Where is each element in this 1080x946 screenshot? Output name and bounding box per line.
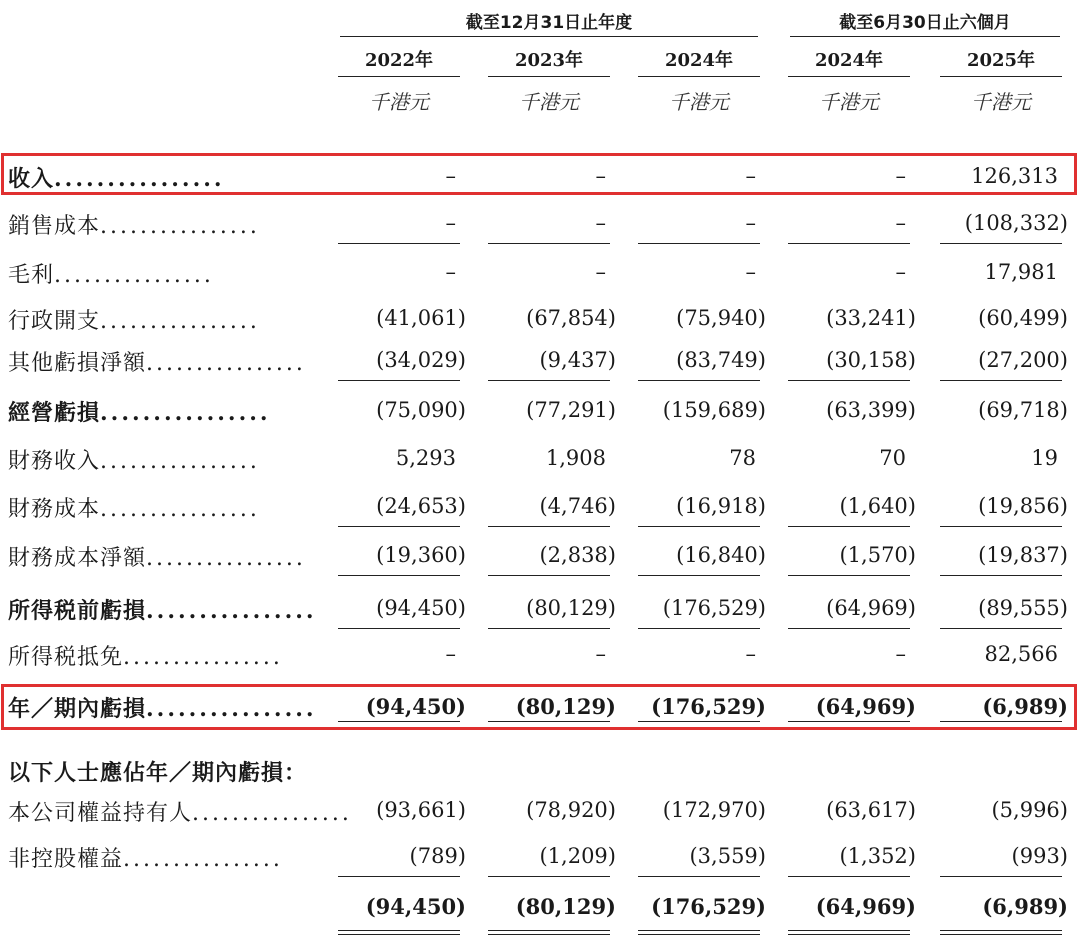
cell-value: – [595, 164, 606, 188]
column-year-rule [788, 76, 910, 77]
table-row [0, 636, 1080, 676]
cell-value: – [595, 211, 606, 235]
table-row [0, 838, 1080, 878]
cell-value: (1,209) [539, 844, 616, 868]
column-unit: 千港元 [519, 90, 579, 114]
table-row [0, 392, 1080, 432]
subtotal-rule [488, 243, 610, 244]
leader-dots: ................ [146, 351, 306, 376]
cell-value: – [445, 164, 456, 188]
total-top-rule [940, 876, 1062, 877]
cell-value: – [745, 211, 756, 235]
column-year: 2022年 [364, 50, 434, 71]
row-label-text: 財務收入 [8, 449, 101, 474]
table-row [0, 254, 1080, 294]
leader-dots: ................ [146, 598, 317, 624]
cell-value: (1,352) [839, 844, 916, 868]
cell-value: (108,332) [964, 211, 1068, 235]
cell-value: (94,450) [365, 894, 466, 919]
cell-value: 19 [1031, 446, 1058, 470]
column-year-rule [488, 76, 610, 77]
table-row [0, 342, 1080, 382]
cell-value: – [745, 164, 756, 188]
leader-dots: ................ [100, 449, 260, 474]
total-double-rule [940, 930, 1062, 935]
column-unit: 千港元 [819, 90, 879, 114]
column-year: 2024年 [664, 50, 734, 71]
cell-value: (1,640) [839, 494, 916, 518]
subtotal-rule [638, 526, 760, 527]
row-label-text: 年／期內虧損 [8, 697, 147, 722]
subtotal-rule [788, 380, 910, 381]
cell-value: (2,838) [539, 543, 616, 567]
subtotal-rule [788, 628, 910, 629]
total-double-rule [638, 930, 760, 935]
highlight-loss-row [1, 684, 1077, 730]
row-label [8, 756, 308, 787]
column-year: 2024年 [814, 50, 884, 71]
total-double-rule [488, 930, 610, 935]
leader-dots: ................ [54, 166, 225, 192]
row-label-text: 銷售成本 [8, 214, 101, 239]
header-annual-rule [340, 36, 758, 37]
cell-value: (77,291) [526, 398, 616, 422]
column-year: 2023年 [514, 50, 584, 71]
subtotal-rule [940, 628, 1062, 629]
column-year: 2025年 [966, 50, 1036, 71]
row-label-text: 所得税前虧損 [8, 599, 147, 624]
subtotal-rule [338, 575, 460, 576]
subtotal-rule [338, 628, 460, 629]
cell-value: (64,969) [826, 596, 916, 620]
cell-value: (27,200) [978, 348, 1068, 372]
cell-value: (64,969) [815, 694, 916, 719]
subtotal-rule [788, 243, 910, 244]
subtotal-rule [940, 243, 1062, 244]
row-label-text: 本公司權益持有人 [8, 801, 193, 826]
cell-value: (4,746) [539, 494, 616, 518]
row-label-text: 財務成本淨額 [8, 546, 147, 571]
row-label-text: 毛利 [8, 263, 55, 288]
column-year-rule [638, 76, 760, 77]
row-label [8, 444, 308, 475]
total-top-rule [788, 876, 910, 877]
column-year-rule [338, 76, 460, 77]
cell-value: (16,918) [676, 494, 766, 518]
subtotal-rule [788, 526, 910, 527]
cell-value: (78,920) [526, 798, 616, 822]
cell-value: 78 [729, 446, 756, 470]
cell-value: (176,529) [651, 694, 766, 719]
cell-value: (176,529) [662, 596, 766, 620]
row-label [8, 640, 308, 671]
cell-value: (41,061) [376, 306, 466, 330]
cell-value: (19,360) [376, 543, 466, 567]
row-label [8, 594, 317, 625]
row-label [8, 396, 308, 427]
subtotal-rule [940, 575, 1062, 576]
cell-value: (89,555) [978, 596, 1068, 620]
row-label-text: 收入 [8, 167, 55, 192]
row-label-text: 以下人士應佔年／期內虧損： [8, 761, 308, 786]
row-label-text: 財務成本 [8, 497, 101, 522]
row-label [8, 346, 308, 377]
total-double-rule [788, 930, 910, 935]
cell-value: (80,129) [526, 596, 616, 620]
subtotal-rule [488, 628, 610, 629]
row-label [8, 541, 308, 572]
table-row [0, 205, 1080, 245]
cell-value: (63,399) [826, 398, 916, 422]
cell-value: (176,529) [651, 894, 766, 919]
subtotal-rule [638, 380, 760, 381]
cell-value: (30,158) [826, 348, 916, 372]
table-row [0, 888, 1080, 928]
cell-value: (94,450) [365, 694, 466, 719]
subtotal-rule [338, 526, 460, 527]
row-label-text: 非控股權益 [8, 847, 124, 872]
row-label-text: 其他虧損淨額 [8, 351, 147, 376]
row-label [8, 796, 352, 827]
subtotal-rule [788, 575, 910, 576]
cell-value: (34,029) [376, 348, 466, 372]
cell-value: – [745, 642, 756, 666]
cell-value: – [445, 260, 456, 284]
subtotal-rule [940, 380, 1062, 381]
cell-value: (69,718) [978, 398, 1068, 422]
header-half-rule [790, 36, 1060, 37]
cell-value: 126,313 [971, 164, 1058, 188]
total-top-rule [338, 876, 460, 877]
cell-value: (63,617) [826, 798, 916, 822]
subtotal-rule [488, 380, 610, 381]
total-top-rule [488, 876, 610, 877]
column-unit: 千港元 [669, 90, 729, 114]
subtotal-rule [338, 380, 460, 381]
cell-value: (33,241) [826, 306, 916, 330]
cell-value: 5,293 [395, 446, 456, 470]
column-unit: 千港元 [369, 90, 429, 114]
cell-value: (9,437) [539, 348, 616, 372]
column-year-rule [940, 76, 1062, 77]
row-label [8, 209, 308, 240]
leader-dots: ................ [123, 645, 283, 670]
cell-value: (159,689) [662, 398, 766, 422]
highlight-revenue-row [1, 153, 1077, 195]
cell-value: (19,837) [978, 543, 1068, 567]
column-unit: 千港元 [971, 90, 1031, 114]
row-label [8, 304, 308, 335]
cell-value: (80,129) [515, 894, 616, 919]
leader-dots: ................ [54, 263, 214, 288]
cell-value: (5,996) [991, 798, 1068, 822]
table-row [0, 792, 1080, 832]
cell-value: (1,570) [839, 543, 916, 567]
subtotal-rule [488, 575, 610, 576]
leader-dots: ................ [146, 546, 306, 571]
leader-dots: ................ [100, 309, 260, 334]
table-row [0, 300, 1080, 340]
table-row [0, 537, 1080, 577]
subtotal-rule [638, 575, 760, 576]
subtotal-rule [940, 526, 1062, 527]
cell-value: – [895, 260, 906, 284]
total-top-rule [638, 876, 760, 877]
table-row [0, 440, 1080, 480]
cell-value: (94,450) [376, 596, 466, 620]
leader-dots: ................ [100, 400, 271, 426]
leader-dots: ................ [100, 497, 260, 522]
cell-value: (16,840) [676, 543, 766, 567]
cell-value: 70 [879, 446, 906, 470]
cell-value: 17,981 [984, 260, 1058, 284]
leader-dots: ................ [123, 847, 283, 872]
total-double-rule [338, 930, 460, 935]
row-label-text: 所得税抵免 [8, 645, 124, 670]
header-half-group: 截至6月30日止六個月 [839, 13, 1011, 33]
row-label-text: 經營虧損 [8, 401, 101, 426]
cell-value: (993) [1011, 844, 1068, 868]
subtotal-rule [638, 243, 760, 244]
cell-value: (6,989) [982, 694, 1068, 719]
cell-value: (67,854) [526, 306, 616, 330]
cell-value: (6,989) [982, 894, 1068, 919]
cell-value: – [895, 211, 906, 235]
cell-value: – [745, 260, 756, 284]
cell-value: – [445, 642, 456, 666]
leader-dots: ................ [146, 696, 317, 722]
cell-value: (75,940) [676, 306, 766, 330]
row-label-text: 行政開支 [8, 309, 101, 334]
cell-value: (75,090) [376, 398, 466, 422]
cell-value: – [595, 260, 606, 284]
header-annual-group: 截至12月31日止年度 [465, 13, 633, 33]
cell-value: (83,749) [676, 348, 766, 372]
table-row [0, 488, 1080, 528]
cell-value: (93,661) [376, 798, 466, 822]
cell-value: – [445, 211, 456, 235]
cell-value: (789) [409, 844, 466, 868]
subtotal-rule [338, 243, 460, 244]
cell-value: 1,908 [545, 446, 606, 470]
row-label [8, 492, 308, 523]
cell-value: (172,970) [662, 798, 766, 822]
leader-dots: ................ [100, 214, 260, 239]
cell-value: (19,856) [978, 494, 1068, 518]
table-row [0, 590, 1080, 630]
cell-value: – [895, 164, 906, 188]
cell-value: (3,559) [689, 844, 766, 868]
cell-value: – [895, 642, 906, 666]
cell-value: (60,499) [978, 306, 1068, 330]
leader-dots: ................ [192, 801, 352, 826]
cell-value: (24,653) [376, 494, 466, 518]
cell-value: 82,566 [984, 642, 1058, 666]
cell-value: – [595, 642, 606, 666]
row-label [8, 842, 308, 873]
subtotal-rule [638, 628, 760, 629]
cell-value: (64,969) [815, 894, 916, 919]
table-row [0, 752, 1080, 792]
cell-value: (80,129) [515, 694, 616, 719]
row-label [8, 258, 308, 289]
subtotal-rule [488, 526, 610, 527]
